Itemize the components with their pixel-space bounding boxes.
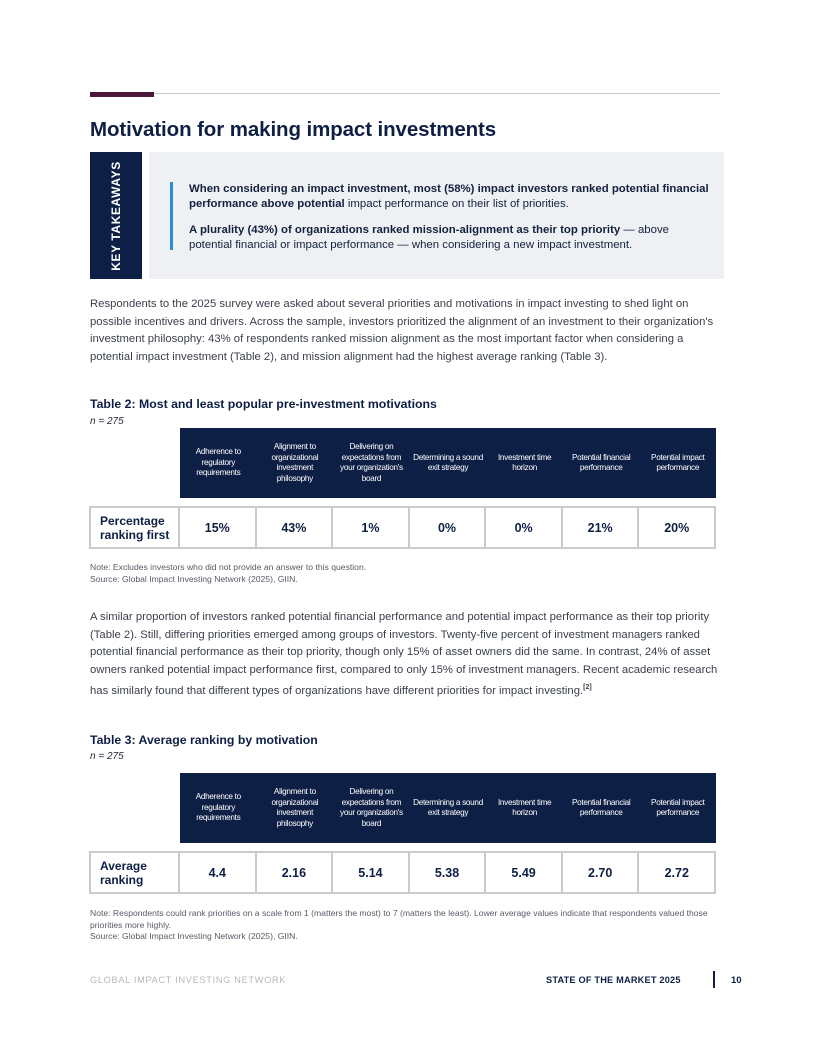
key-takeaways-box	[149, 152, 724, 279]
table2-header-cell: Investment time horizon	[497, 452, 552, 472]
intro-paragraph: Respondents to the 2025 survey were asked about several priorities and motivations in impact investing to shed light on possible incentives and drivers. Across the sample, investors prioritized the alignment of an investment to their organization's investment philosophy: 43% of respondents ranked mission alignment as the most important factor when considering a potential impact investment (Table 2), and mission alignment had the highest average ranking (Table 3).	[90, 298, 714, 363]
table2-notes	[90, 562, 720, 585]
takeaway-2: A plurality (43%) of organizations ranked mission-alignment as their top priority — above potential financial or impact performance — when considering a new impact investment.	[189, 224, 669, 251]
table3-value: 5.49	[486, 853, 563, 892]
table2-header-cell: Potential impact performance	[651, 452, 705, 472]
table3-header-cell: Determining a sound exit strategy	[413, 797, 483, 817]
table3-row	[89, 851, 716, 894]
table2-row	[89, 506, 716, 549]
table3-header-cell: Alignment to organizational investment philosophy	[271, 787, 319, 828]
page-number: 10	[731, 975, 742, 986]
table2-header	[180, 428, 716, 498]
key-takeaways-accent	[170, 182, 173, 250]
footnote-ref[interactable]: [2]	[583, 684, 592, 691]
table2-n: n = 275	[90, 416, 124, 427]
table2-value: 0%	[410, 508, 487, 547]
table2-value: 21%	[563, 508, 640, 547]
table2-row-label: Percentage ranking first	[91, 508, 180, 547]
header-rule	[154, 93, 720, 94]
table2-header-cell: Alignment to organizational investment philosophy	[271, 442, 319, 483]
page-title: Motivation for making impact investments	[90, 118, 497, 141]
table3-header-cell: Adherence to regulatory requirements	[195, 792, 241, 823]
table3-note: Note: Respondents could rank priorities on a scale from 1 (matters the most) to 7 (matters the least). Lower average values indicate that respondents valued those priorities more highly.	[90, 908, 708, 930]
table2-header-cell: Adherence to regulatory requirements	[195, 447, 241, 478]
table2-value: 43%	[257, 508, 334, 547]
table3-title: Table 3: Average ranking by motivation	[90, 733, 318, 747]
table3-row-label: Average ranking	[91, 853, 180, 892]
table2-value: 15%	[180, 508, 257, 547]
table3-value: 4.4	[180, 853, 257, 892]
footer-org: GLOBAL IMPACT INVESTING NETWORK	[90, 975, 287, 985]
table3-header-cell: Potential financial performance	[571, 797, 631, 817]
table2-header-cell: Potential financial performance	[571, 452, 631, 472]
table3-value: 2.72	[664, 865, 689, 880]
table3-notes	[90, 908, 720, 943]
table2-value: 20%	[664, 520, 690, 535]
table3-header	[180, 773, 716, 843]
table2-note: Note: Excludes investors who did not provide an answer to this question.	[90, 562, 367, 572]
table3-header-cell: Investment time horizon	[497, 797, 552, 817]
table3-header-cell: Potential impact performance	[651, 797, 705, 817]
middle-paragraph: A similar proportion of investors ranked potential financial performance and potential impact performance as their top priority (Table 2). Still, differing priorities emerged among groups of investors. Twenty-five percent of investment managers ranked potential financial performance as their top priority, though only 15% of asset owners did the same. In contrast, 24% of asset owners ranked potential impact performance first, compared to only 15% of investment managers. Recent academic research has similarly found that different types of organizations have different priorities for impact investing.[2]	[90, 611, 718, 697]
footer-report-title: STATE OF THE MARKET 2025	[546, 975, 681, 985]
table2-source: Source: Global Impact Investing Network (2025), GIIN.	[90, 573, 298, 584]
key-takeaways-label: KEY TAKEAWAYS	[109, 160, 124, 271]
table2-header-cell: Delivering on expectations from your organization's board	[340, 442, 403, 483]
table3-source: Source: Global Impact Investing Network (2025), GIIN.	[90, 931, 298, 941]
key-takeaways-tab	[90, 152, 142, 279]
table3-value: 5.14	[333, 853, 410, 892]
table2-value: 1%	[333, 508, 410, 547]
header-accent-bar	[90, 92, 154, 97]
table3-header-cell: Delivering on expectations from your organization's board	[340, 787, 403, 828]
table2-value: 0%	[486, 508, 563, 547]
table3-value: 2.70	[563, 853, 640, 892]
footer-divider	[713, 971, 715, 988]
table2-title: Table 2: Most and least popular pre-investment motivations	[90, 397, 437, 411]
table3-value: 2.16	[257, 853, 334, 892]
takeaway-1: When considering an impact investment, most (58%) impact investors ranked potential financial performance above potential impact performance on their list of priorities.	[189, 183, 709, 210]
table3-n: n = 275	[90, 751, 124, 762]
table2-header-cell: Determining a sound exit strategy	[413, 452, 483, 472]
table3-value: 5.38	[410, 853, 487, 892]
